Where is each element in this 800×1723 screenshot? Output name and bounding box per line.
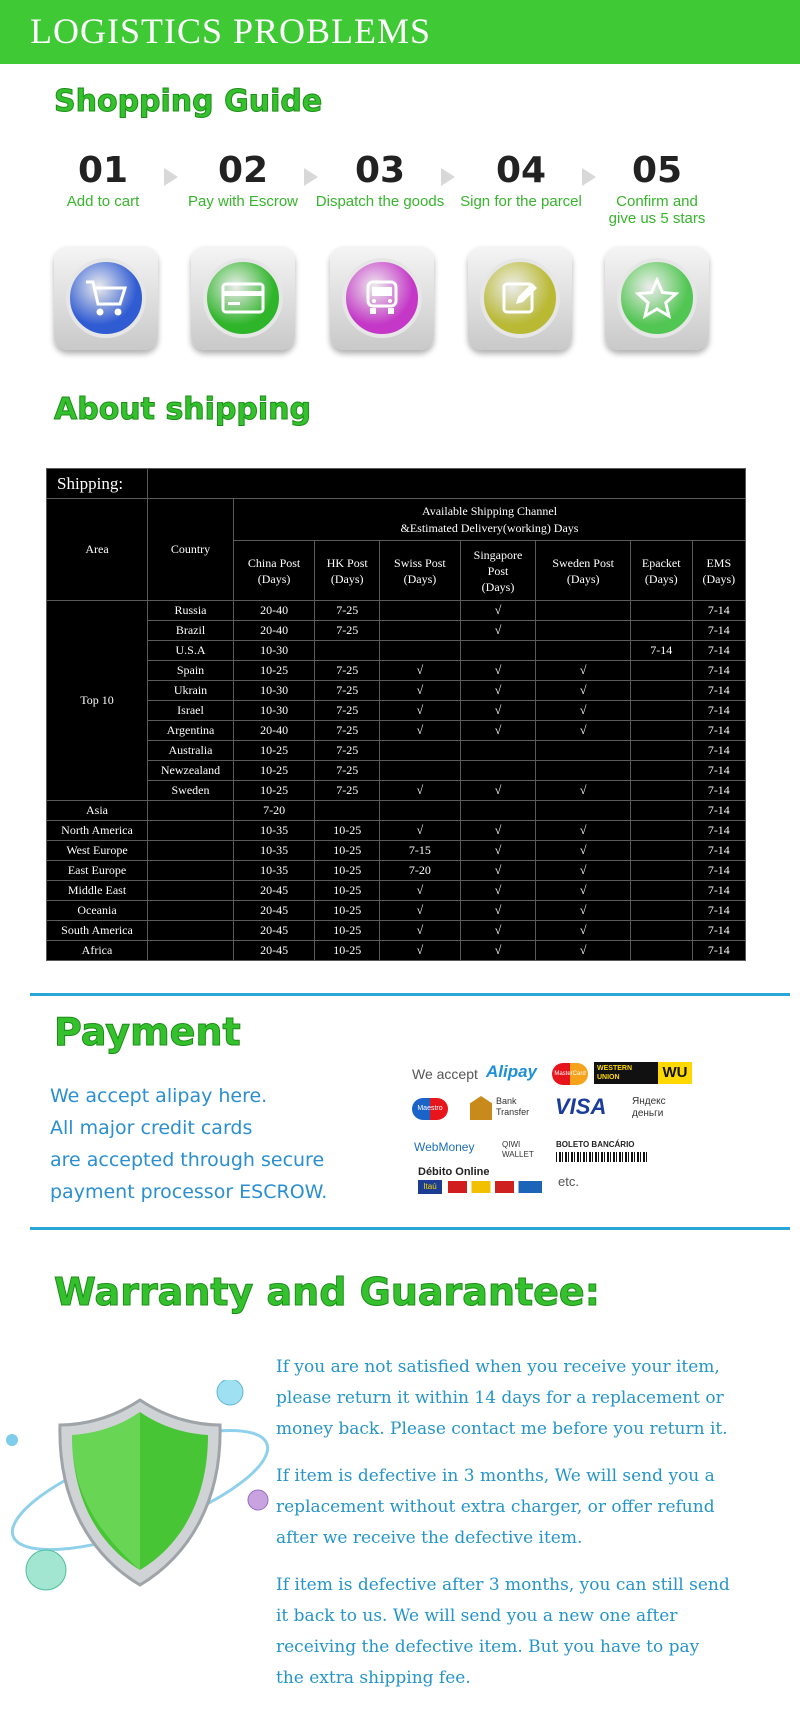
- bank-logos-strip: [448, 1181, 542, 1193]
- step-label: Sign for the parcel: [460, 193, 582, 210]
- table-row: [47, 841, 746, 861]
- value-cell: 7-25: [315, 761, 380, 781]
- column-header: Singapore Post (Days): [460, 541, 536, 601]
- country-cell: U.S.A: [148, 641, 234, 661]
- webmoney-logo: WebMoney: [414, 1140, 475, 1154]
- value-cell: √: [460, 621, 536, 641]
- warranty-line: If item is defective in 3 months, We will send you a: [276, 1466, 715, 1486]
- value-cell: √: [380, 701, 460, 721]
- area-cell: Oceania: [47, 901, 148, 921]
- table-row: [47, 901, 746, 921]
- value-cell: 7-25: [315, 601, 380, 621]
- step-label: Dispatch the goods: [315, 193, 445, 210]
- value-cell: [536, 641, 630, 661]
- value-cell: √: [460, 901, 536, 921]
- value-cell: √: [460, 881, 536, 901]
- about-shipping-heading: About shipping: [54, 392, 312, 427]
- warranty-paragraph: [276, 1461, 776, 1554]
- value-cell: √: [380, 901, 460, 921]
- value-cell: 7-25: [315, 741, 380, 761]
- value-cell: 10-35: [234, 841, 315, 861]
- star-icon: [617, 258, 697, 338]
- value-cell: √: [536, 861, 630, 881]
- value-cell: [315, 641, 380, 661]
- area-cell: West Europe: [47, 841, 148, 861]
- warranty-paragraph: [276, 1570, 776, 1694]
- value-cell: 7-14: [692, 921, 745, 941]
- table-row: [47, 621, 746, 641]
- section-divider: [30, 1227, 790, 1230]
- value-cell: 7-14: [692, 621, 745, 641]
- value-cell: √: [380, 941, 460, 961]
- value-cell: [380, 801, 460, 821]
- value-cell: 10-25: [234, 761, 315, 781]
- country-cell: [148, 821, 234, 841]
- value-cell: √: [380, 921, 460, 941]
- step-number: 01: [77, 150, 129, 191]
- step-icon-tile: [191, 246, 295, 350]
- area-cell: South America: [47, 921, 148, 941]
- area-cell: East Europe: [47, 861, 148, 881]
- step-number: 05: [631, 150, 683, 191]
- step-icon-tile: [605, 246, 709, 350]
- warranty-text: [276, 1352, 776, 1694]
- value-cell: 20-40: [234, 601, 315, 621]
- payment-line: payment processor ESCROW.: [50, 1181, 328, 1203]
- value-cell: 7-20: [380, 861, 460, 881]
- page-title: LOGISTICS PROBLEMS: [30, 11, 432, 51]
- shield-icon: [0, 1380, 280, 1610]
- value-cell: 10-25: [315, 861, 380, 881]
- value-cell: √: [536, 841, 630, 861]
- value-cell: 7-14: [692, 661, 745, 681]
- value-cell: √: [536, 901, 630, 921]
- value-cell: [630, 821, 692, 841]
- table-row: [47, 681, 746, 701]
- table-row: [47, 921, 746, 941]
- value-cell: 20-45: [234, 941, 315, 961]
- value-cell: [460, 641, 536, 661]
- channel-header: Available Shipping Channel &Estimated Delivery(working) Days: [234, 499, 746, 541]
- warranty-line: money back. Please contact me before you return it.: [276, 1419, 728, 1439]
- value-cell: 7-14: [692, 901, 745, 921]
- value-cell: 7-14: [692, 641, 745, 661]
- western-union-logo: WESTERN UNION: [594, 1062, 658, 1084]
- value-cell: 7-25: [315, 721, 380, 741]
- value-cell: 10-30: [234, 681, 315, 701]
- value-cell: √: [536, 681, 630, 701]
- value-cell: 7-14: [692, 701, 745, 721]
- value-cell: 10-30: [234, 701, 315, 721]
- step-label: Confirm and give us 5 stars: [608, 193, 706, 227]
- value-cell: [380, 761, 460, 781]
- warranty-line: please return it within 14 days for a replacement or: [276, 1388, 724, 1408]
- payment-line: All major credit cards: [50, 1117, 253, 1139]
- table-row: [47, 941, 746, 961]
- column-header: HK Post (Days): [315, 541, 380, 601]
- value-cell: √: [460, 701, 536, 721]
- country-cell: [148, 941, 234, 961]
- value-cell: 7-25: [315, 621, 380, 641]
- value-cell: [536, 621, 630, 641]
- value-cell: [536, 761, 630, 781]
- cart-icon: [66, 258, 146, 338]
- value-cell: 7-20: [234, 801, 315, 821]
- visa-logo: VISA: [555, 1094, 607, 1119]
- shield-illustration: [0, 1380, 280, 1610]
- value-cell: 7-14: [692, 681, 745, 701]
- step-number: 03: [354, 150, 406, 191]
- value-cell: √: [460, 921, 536, 941]
- area-cell: Africa: [47, 941, 148, 961]
- column-header: Epacket (Days): [630, 541, 692, 601]
- value-cell: √: [536, 701, 630, 721]
- country-cell: Russia: [148, 601, 234, 621]
- value-cell: √: [460, 721, 536, 741]
- value-cell: [630, 941, 692, 961]
- value-cell: [630, 621, 692, 641]
- value-cell: 7-14: [692, 761, 745, 781]
- value-cell: √: [460, 781, 536, 801]
- step-label: Pay with Escrow: [187, 193, 299, 210]
- value-cell: [460, 801, 536, 821]
- table-row: [47, 761, 746, 781]
- value-cell: √: [460, 661, 536, 681]
- table-row: [47, 661, 746, 681]
- value-cell: 10-25: [315, 941, 380, 961]
- table-row: [47, 701, 746, 721]
- value-cell: √: [536, 881, 630, 901]
- value-cell: [380, 621, 460, 641]
- value-cell: 7-14: [692, 821, 745, 841]
- boleto-logo: BOLETO BANCÁRIO: [556, 1140, 635, 1149]
- value-cell: [630, 801, 692, 821]
- value-cell: 7-25: [315, 781, 380, 801]
- country-cell: Brazil: [148, 621, 234, 641]
- table-row: [47, 741, 746, 761]
- country-cell: [148, 881, 234, 901]
- value-cell: 10-25: [315, 841, 380, 861]
- value-cell: 7-14: [692, 741, 745, 761]
- value-cell: 7-25: [315, 681, 380, 701]
- value-cell: √: [380, 781, 460, 801]
- header-bar: [0, 0, 800, 64]
- value-cell: [630, 721, 692, 741]
- value-cell: [460, 741, 536, 761]
- value-cell: [630, 701, 692, 721]
- step-icon-tile: [468, 246, 572, 350]
- country-cell: [148, 801, 234, 821]
- value-cell: 7-14: [692, 861, 745, 881]
- value-cell: √: [460, 941, 536, 961]
- value-cell: [630, 921, 692, 941]
- payment-description: [50, 1080, 327, 1208]
- value-cell: 7-25: [315, 661, 380, 681]
- value-cell: [630, 661, 692, 681]
- value-cell: [630, 741, 692, 761]
- area-cell: Middle East: [47, 881, 148, 901]
- country-header: Country: [148, 499, 234, 601]
- value-cell: [630, 761, 692, 781]
- value-cell: 7-14: [692, 941, 745, 961]
- warranty-line: If item is defective after 3 months, you can still send: [276, 1575, 730, 1595]
- warranty-line: receiving the defective item. But you have to pay: [276, 1637, 700, 1657]
- country-cell: [148, 841, 234, 861]
- warranty-line: it back to us. We will send you a new one after: [276, 1606, 678, 1626]
- area-cell: North America: [47, 821, 148, 841]
- country-cell: [148, 921, 234, 941]
- value-cell: 7-14: [692, 801, 745, 821]
- value-cell: [315, 801, 380, 821]
- value-cell: [630, 601, 692, 621]
- country-cell: Ukrain: [148, 681, 234, 701]
- value-cell: 20-45: [234, 881, 315, 901]
- table-title: Shipping:: [47, 469, 148, 499]
- country-cell: Sweden: [148, 781, 234, 801]
- area-cell: Asia: [47, 801, 148, 821]
- step-03: [305, 150, 455, 210]
- value-cell: 10-35: [234, 861, 315, 881]
- column-header: EMS (Days): [692, 541, 745, 601]
- value-cell: √: [380, 821, 460, 841]
- value-cell: [536, 801, 630, 821]
- value-cell: 10-25: [234, 781, 315, 801]
- payment-line: are accepted through secure: [50, 1149, 325, 1171]
- value-cell: √: [536, 921, 630, 941]
- value-cell: √: [380, 881, 460, 901]
- table-row: [47, 881, 746, 901]
- table-row: [47, 821, 746, 841]
- value-cell: [630, 841, 692, 861]
- country-cell: Spain: [148, 661, 234, 681]
- value-cell: [630, 901, 692, 921]
- value-cell: 20-45: [234, 921, 315, 941]
- value-cell: [380, 741, 460, 761]
- value-cell: 7-14: [692, 881, 745, 901]
- value-cell: 7-14: [692, 841, 745, 861]
- value-cell: 10-25: [315, 921, 380, 941]
- step-label: Add to cart: [66, 193, 140, 210]
- warranty-line: If you are not satisfied when you receive your item,: [276, 1357, 720, 1377]
- step-icon-tile: [54, 246, 158, 350]
- table-row: [47, 781, 746, 801]
- value-cell: [380, 641, 460, 661]
- value-cell: 20-40: [234, 721, 315, 741]
- value-cell: [630, 681, 692, 701]
- value-cell: [536, 601, 630, 621]
- yandex-logo: Яндекс деньги: [632, 1096, 666, 1119]
- wu-logo: WU: [658, 1062, 692, 1084]
- value-cell: 10-35: [234, 821, 315, 841]
- value-cell: 7-14: [630, 641, 692, 661]
- payment-heading: Payment: [54, 1010, 241, 1054]
- shopping-guide-heading: Shopping Guide: [54, 84, 323, 119]
- value-cell: 10-25: [234, 741, 315, 761]
- step-02: [168, 150, 318, 210]
- step-05: [582, 150, 732, 227]
- value-cell: √: [460, 861, 536, 881]
- edit-icon: [480, 258, 560, 338]
- table-row: [47, 721, 746, 741]
- value-cell: 7-15: [380, 841, 460, 861]
- area-cell: Top 10: [47, 601, 148, 801]
- warranty-line: replacement without extra charger, or offer refund: [276, 1497, 715, 1517]
- value-cell: 7-14: [692, 601, 745, 621]
- warranty-line: the extra shipping fee.: [276, 1668, 471, 1688]
- value-cell: √: [536, 941, 630, 961]
- table-row: [47, 641, 746, 661]
- we-accept-label: We accept: [412, 1066, 478, 1082]
- value-cell: [380, 601, 460, 621]
- debito-online-logo: Débito Online: [418, 1166, 490, 1178]
- value-cell: 7-25: [315, 701, 380, 721]
- value-cell: 20-45: [234, 901, 315, 921]
- warranty-heading: Warranty and Guarantee:: [54, 1270, 600, 1314]
- column-header: Swiss Post (Days): [380, 541, 460, 601]
- value-cell: [630, 881, 692, 901]
- truck-icon: [342, 258, 422, 338]
- table-row: [47, 801, 746, 821]
- value-cell: √: [380, 721, 460, 741]
- value-cell: √: [536, 721, 630, 741]
- step-number: 04: [495, 150, 547, 191]
- warranty-paragraph: [276, 1352, 776, 1445]
- value-cell: √: [536, 821, 630, 841]
- country-cell: [148, 861, 234, 881]
- country-cell: Argentina: [148, 721, 234, 741]
- section-divider: [30, 993, 790, 996]
- value-cell: 10-25: [315, 821, 380, 841]
- value-cell: √: [460, 841, 536, 861]
- qiwi-logo: QIWI WALLET: [502, 1140, 534, 1159]
- credit-card-icon: [203, 258, 283, 338]
- mastercard-logo: MasterCard: [552, 1063, 588, 1085]
- area-header: Area: [47, 499, 148, 601]
- value-cell: 20-40: [234, 621, 315, 641]
- payment-logos: [410, 1060, 710, 1200]
- step-01: [28, 150, 178, 210]
- bank-transfer-logo: Bank Transfer: [496, 1096, 530, 1117]
- country-cell: [148, 901, 234, 921]
- value-cell: 7-14: [692, 781, 745, 801]
- etc-label: etc.: [558, 1174, 579, 1189]
- value-cell: √: [380, 681, 460, 701]
- warranty-line: after we receive the defective item.: [276, 1528, 583, 1548]
- country-cell: Australia: [148, 741, 234, 761]
- value-cell: 10-30: [234, 641, 315, 661]
- value-cell: [460, 761, 536, 781]
- value-cell: √: [460, 821, 536, 841]
- table-row: [47, 861, 746, 881]
- value-cell: [630, 781, 692, 801]
- value-cell: 10-25: [315, 881, 380, 901]
- value-cell: 10-25: [234, 661, 315, 681]
- column-header: Sweden Post (Days): [536, 541, 630, 601]
- itau-logo: Itaú: [418, 1180, 442, 1194]
- column-header: China Post (Days): [234, 541, 315, 601]
- alipay-logo: Alipay: [486, 1062, 538, 1081]
- bank-icon: [470, 1096, 492, 1120]
- payment-line: We accept alipay here.: [50, 1085, 268, 1107]
- shipping-table: [46, 468, 746, 961]
- value-cell: [630, 861, 692, 881]
- value-cell: √: [380, 661, 460, 681]
- maestro-logo: Maestro: [412, 1098, 448, 1120]
- country-cell: Israel: [148, 701, 234, 721]
- country-cell: Newzealand: [148, 761, 234, 781]
- barcode-icon: [556, 1152, 648, 1162]
- table-row: [47, 601, 746, 621]
- step-number: 02: [217, 150, 269, 191]
- value-cell: 10-25: [315, 901, 380, 921]
- value-cell: √: [536, 781, 630, 801]
- value-cell: [536, 741, 630, 761]
- value-cell: √: [460, 601, 536, 621]
- step-04: [446, 150, 596, 210]
- value-cell: √: [460, 681, 536, 701]
- value-cell: 7-14: [692, 721, 745, 741]
- value-cell: √: [536, 661, 630, 681]
- step-icon-tile: [330, 246, 434, 350]
